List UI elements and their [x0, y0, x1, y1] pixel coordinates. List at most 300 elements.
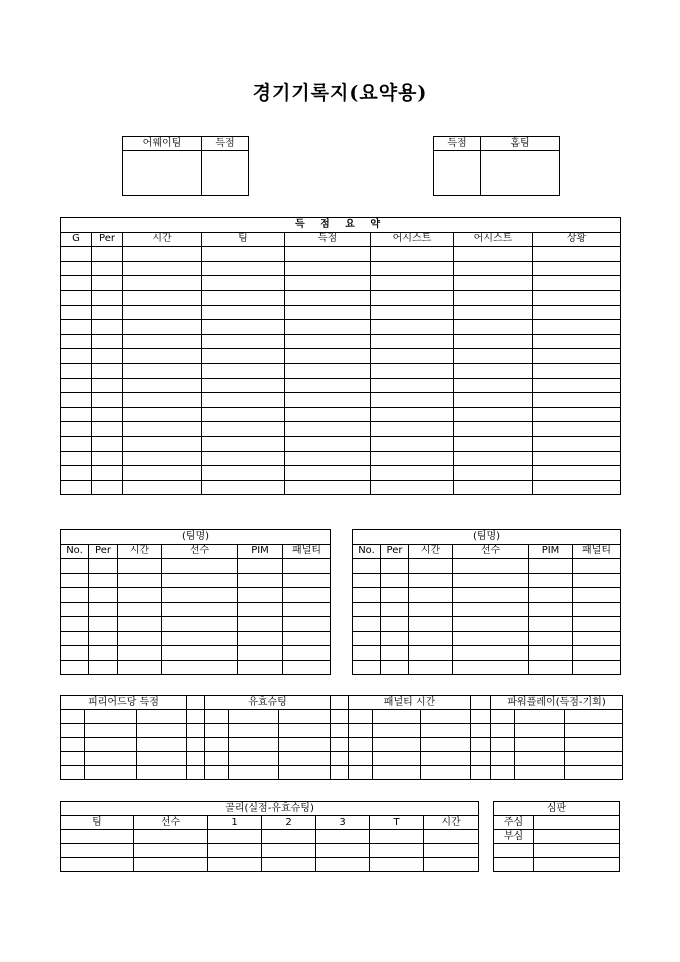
period-stats-row-cell[interactable] — [85, 752, 137, 766]
penalty-right-row-cell[interactable] — [409, 602, 453, 617]
penalty-right-row-cell[interactable] — [353, 602, 381, 617]
period-stats-row-cell[interactable] — [187, 724, 205, 738]
summary-row-cell[interactable] — [285, 247, 371, 262]
goalie-row-cell[interactable] — [208, 844, 262, 858]
period-stats-row-cell[interactable] — [515, 766, 565, 780]
penalty-right-row-cell[interactable] — [573, 631, 621, 646]
summary-row-cell[interactable] — [123, 378, 202, 393]
penalty-right-row-cell[interactable] — [381, 646, 409, 661]
summary-row-cell[interactable] — [285, 290, 371, 305]
summary-row-cell[interactable] — [371, 393, 454, 408]
penalty-left-row-cell[interactable] — [61, 588, 89, 603]
penalty-right-row-cell[interactable] — [381, 660, 409, 675]
summary-row-cell[interactable] — [61, 261, 92, 276]
summary-row-cell[interactable] — [454, 349, 533, 364]
period-stats-row-cell[interactable] — [515, 752, 565, 766]
period-stats-row-cell[interactable] — [187, 738, 205, 752]
goalie-row-cell[interactable] — [370, 844, 424, 858]
period-stats-row-cell[interactable] — [491, 738, 515, 752]
summary-row-cell[interactable] — [202, 247, 285, 262]
summary-row-cell[interactable] — [533, 480, 621, 495]
goalie-row-cell[interactable] — [134, 844, 208, 858]
goalie-row-cell[interactable] — [134, 830, 208, 844]
period-stats-row-cell[interactable] — [515, 710, 565, 724]
penalty-left-row-cell[interactable] — [61, 660, 89, 675]
goalie-row-cell[interactable] — [370, 830, 424, 844]
period-stats-row-cell[interactable] — [565, 724, 623, 738]
summary-row-cell[interactable] — [61, 422, 92, 437]
penalty-left-row-cell[interactable] — [238, 588, 283, 603]
summary-row-cell[interactable] — [533, 305, 621, 320]
penalty-right-row-cell[interactable] — [529, 660, 573, 675]
penalty-left-row-cell[interactable] — [162, 588, 238, 603]
penalty-left-row-cell[interactable] — [118, 573, 162, 588]
summary-row-cell[interactable] — [454, 334, 533, 349]
summary-row-cell[interactable] — [92, 466, 123, 481]
period-stats-row-cell[interactable] — [205, 710, 229, 724]
period-stats-row-cell[interactable] — [349, 738, 373, 752]
penalty-left-row-cell[interactable] — [61, 602, 89, 617]
period-stats-row-cell[interactable] — [85, 766, 137, 780]
period-stats-row-cell[interactable] — [279, 710, 331, 724]
summary-row-cell[interactable] — [202, 378, 285, 393]
summary-row-cell[interactable] — [202, 466, 285, 481]
penalty-left-row-cell[interactable] — [118, 660, 162, 675]
penalty-left-row-cell[interactable] — [283, 646, 331, 661]
summary-row-cell[interactable] — [454, 407, 533, 422]
period-stats-row-cell[interactable] — [471, 710, 491, 724]
summary-row-cell[interactable] — [61, 393, 92, 408]
goalie-row-cell[interactable] — [208, 830, 262, 844]
summary-row-cell[interactable] — [371, 451, 454, 466]
summary-row-cell[interactable] — [371, 466, 454, 481]
period-stats-row-cell[interactable] — [205, 752, 229, 766]
summary-row-cell[interactable] — [61, 480, 92, 495]
period-stats-row-cell[interactable] — [137, 724, 187, 738]
goalie-row-cell[interactable] — [262, 830, 316, 844]
summary-row-cell[interactable] — [61, 451, 92, 466]
summary-row-cell[interactable] — [92, 422, 123, 437]
summary-row-cell[interactable] — [533, 320, 621, 335]
penalty-left-row-cell[interactable] — [238, 631, 283, 646]
goalie-row-cell[interactable] — [316, 858, 370, 872]
penalty-right-row-cell[interactable] — [381, 602, 409, 617]
penalty-right-row-cell[interactable] — [409, 617, 453, 632]
summary-row-cell[interactable] — [61, 363, 92, 378]
penalty-right-row-cell[interactable] — [529, 559, 573, 574]
penalty-right-row-cell[interactable] — [573, 617, 621, 632]
summary-row-cell[interactable] — [371, 436, 454, 451]
period-stats-row-cell[interactable] — [331, 738, 349, 752]
penalty-right-row-cell[interactable] — [353, 646, 381, 661]
penalty-right-row-cell[interactable] — [573, 646, 621, 661]
period-stats-row-cell[interactable] — [205, 724, 229, 738]
summary-row-cell[interactable] — [202, 451, 285, 466]
goalie-row-cell[interactable] — [262, 858, 316, 872]
period-stats-row-cell[interactable] — [421, 738, 471, 752]
summary-row-cell[interactable] — [285, 378, 371, 393]
summary-row-cell[interactable] — [61, 378, 92, 393]
summary-row-cell[interactable] — [123, 334, 202, 349]
summary-row-cell[interactable] — [454, 422, 533, 437]
summary-row-cell[interactable] — [123, 349, 202, 364]
summary-row-cell[interactable] — [202, 363, 285, 378]
summary-row-cell[interactable] — [285, 422, 371, 437]
penalty-left-row-cell[interactable] — [89, 559, 118, 574]
summary-row-cell[interactable] — [202, 320, 285, 335]
penalty-left-row-cell[interactable] — [89, 617, 118, 632]
summary-row-cell[interactable] — [61, 290, 92, 305]
summary-row-cell[interactable] — [92, 480, 123, 495]
summary-row-cell[interactable] — [61, 305, 92, 320]
period-stats-row-cell[interactable] — [421, 710, 471, 724]
penalty-right-row-cell[interactable] — [353, 631, 381, 646]
penalty-left-row-cell[interactable] — [61, 559, 89, 574]
penalty-left-row-cell[interactable] — [89, 631, 118, 646]
penalty-right-row-cell[interactable] — [409, 559, 453, 574]
period-stats-row-cell[interactable] — [373, 724, 421, 738]
penalty-right-row-cell[interactable] — [381, 573, 409, 588]
period-stats-row-cell[interactable] — [85, 724, 137, 738]
summary-row-cell[interactable] — [285, 451, 371, 466]
penalty-left-row-cell[interactable] — [283, 602, 331, 617]
summary-row-cell[interactable] — [123, 247, 202, 262]
penalty-left-row-cell[interactable] — [61, 573, 89, 588]
period-stats-row-cell[interactable] — [61, 752, 85, 766]
summary-row-cell[interactable] — [202, 334, 285, 349]
period-stats-row-cell[interactable] — [61, 710, 85, 724]
period-stats-row-cell[interactable] — [137, 738, 187, 752]
penalty-right-row-cell[interactable] — [573, 559, 621, 574]
summary-row-cell[interactable] — [92, 261, 123, 276]
penalty-left-row-cell[interactable] — [118, 646, 162, 661]
summary-row-cell[interactable] — [533, 349, 621, 364]
summary-row-cell[interactable] — [454, 305, 533, 320]
summary-row-cell[interactable] — [533, 436, 621, 451]
period-stats-row-cell[interactable] — [229, 710, 279, 724]
summary-row-cell[interactable] — [123, 480, 202, 495]
period-stats-row-cell[interactable] — [61, 724, 85, 738]
summary-row-cell[interactable] — [285, 276, 371, 291]
summary-row-cell[interactable] — [92, 247, 123, 262]
summary-row-cell[interactable] — [92, 436, 123, 451]
period-stats-row-cell[interactable] — [205, 766, 229, 780]
summary-row-cell[interactable] — [533, 393, 621, 408]
goalie-row-cell[interactable] — [370, 858, 424, 872]
summary-row-cell[interactable] — [371, 320, 454, 335]
penalty-right-row-cell[interactable] — [453, 617, 529, 632]
period-stats-row-cell[interactable] — [373, 710, 421, 724]
summary-row-cell[interactable] — [123, 363, 202, 378]
goalie-row-cell[interactable] — [424, 844, 479, 858]
summary-row-cell[interactable] — [61, 334, 92, 349]
penalty-left-row-cell[interactable] — [162, 646, 238, 661]
summary-row-cell[interactable] — [454, 451, 533, 466]
summary-row-cell[interactable] — [454, 261, 533, 276]
summary-row-cell[interactable] — [285, 480, 371, 495]
penalty-left-row-cell[interactable] — [238, 559, 283, 574]
period-stats-row-cell[interactable] — [349, 724, 373, 738]
penalty-left-row-cell[interactable] — [283, 631, 331, 646]
referee-sub-cell[interactable] — [534, 830, 620, 844]
summary-row-cell[interactable] — [371, 480, 454, 495]
penalty-left-row-cell[interactable] — [118, 617, 162, 632]
summary-row-cell[interactable] — [371, 305, 454, 320]
summary-row-cell[interactable] — [285, 334, 371, 349]
period-stats-row-cell[interactable] — [421, 766, 471, 780]
period-stats-row-cell[interactable] — [331, 724, 349, 738]
home-team-cell[interactable] — [481, 151, 560, 196]
summary-row-cell[interactable] — [123, 305, 202, 320]
period-stats-row-cell[interactable] — [279, 766, 331, 780]
summary-row-cell[interactable] — [92, 378, 123, 393]
period-stats-row-cell[interactable] — [279, 724, 331, 738]
summary-row-cell[interactable] — [285, 320, 371, 335]
period-stats-row-cell[interactable] — [373, 752, 421, 766]
period-stats-row-cell[interactable] — [349, 710, 373, 724]
summary-row-cell[interactable] — [92, 363, 123, 378]
summary-row-cell[interactable] — [92, 334, 123, 349]
summary-row-cell[interactable] — [202, 305, 285, 320]
summary-row-cell[interactable] — [533, 466, 621, 481]
summary-row-cell[interactable] — [202, 349, 285, 364]
penalty-left-row-cell[interactable] — [89, 573, 118, 588]
summary-row-cell[interactable] — [285, 349, 371, 364]
period-stats-row-cell[interactable] — [471, 724, 491, 738]
penalty-left-row-cell[interactable] — [162, 573, 238, 588]
penalty-left-row-cell[interactable] — [162, 631, 238, 646]
summary-row-cell[interactable] — [454, 363, 533, 378]
period-stats-row-cell[interactable] — [137, 710, 187, 724]
goalie-row-cell[interactable] — [208, 858, 262, 872]
penalty-right-row-cell[interactable] — [529, 617, 573, 632]
summary-row-cell[interactable] — [202, 407, 285, 422]
summary-row-cell[interactable] — [123, 451, 202, 466]
period-stats-row-cell[interactable] — [491, 724, 515, 738]
penalty-left-row-cell[interactable] — [61, 617, 89, 632]
summary-row-cell[interactable] — [123, 407, 202, 422]
summary-row-cell[interactable] — [533, 276, 621, 291]
penalty-left-row-cell[interactable] — [162, 559, 238, 574]
summary-row-cell[interactable] — [454, 466, 533, 481]
penalty-right-row-cell[interactable] — [381, 559, 409, 574]
goalie-row-cell[interactable] — [262, 844, 316, 858]
summary-row-cell[interactable] — [285, 407, 371, 422]
summary-row-cell[interactable] — [533, 378, 621, 393]
summary-row-cell[interactable] — [285, 261, 371, 276]
summary-row-cell[interactable] — [454, 436, 533, 451]
penalty-left-row-cell[interactable] — [61, 646, 89, 661]
penalty-right-row-cell[interactable] — [573, 602, 621, 617]
penalty-right-row-cell[interactable] — [353, 559, 381, 574]
goalie-row-cell[interactable] — [134, 858, 208, 872]
period-stats-row-cell[interactable] — [331, 766, 349, 780]
penalty-right-row-cell[interactable] — [529, 588, 573, 603]
period-stats-row-cell[interactable] — [421, 752, 471, 766]
summary-row-cell[interactable] — [92, 290, 123, 305]
summary-row-cell[interactable] — [92, 349, 123, 364]
penalty-left-row-cell[interactable] — [61, 631, 89, 646]
summary-row-cell[interactable] — [285, 305, 371, 320]
penalty-right-row-cell[interactable] — [353, 588, 381, 603]
period-stats-row-cell[interactable] — [61, 766, 85, 780]
period-stats-row-cell[interactable] — [85, 738, 137, 752]
summary-row-cell[interactable] — [371, 276, 454, 291]
penalty-right-row-cell[interactable] — [409, 588, 453, 603]
summary-row-cell[interactable] — [533, 451, 621, 466]
penalty-left-row-cell[interactable] — [238, 602, 283, 617]
summary-row-cell[interactable] — [454, 378, 533, 393]
summary-row-cell[interactable] — [533, 422, 621, 437]
summary-row-cell[interactable] — [533, 407, 621, 422]
summary-row-cell[interactable] — [454, 290, 533, 305]
summary-row-cell[interactable] — [371, 247, 454, 262]
period-stats-row-cell[interactable] — [229, 724, 279, 738]
penalty-left-row-cell[interactable] — [283, 573, 331, 588]
summary-row-cell[interactable] — [123, 261, 202, 276]
referee-extra-cell[interactable] — [534, 858, 620, 872]
penalty-left-row-cell[interactable] — [283, 660, 331, 675]
period-stats-row-cell[interactable] — [229, 738, 279, 752]
summary-row-cell[interactable] — [202, 422, 285, 437]
penalty-left-row-cell[interactable] — [162, 602, 238, 617]
penalty-right-row-cell[interactable] — [353, 660, 381, 675]
summary-row-cell[interactable] — [61, 407, 92, 422]
summary-row-cell[interactable] — [92, 407, 123, 422]
summary-row-cell[interactable] — [123, 290, 202, 305]
summary-row-cell[interactable] — [454, 393, 533, 408]
period-stats-row-cell[interactable] — [471, 752, 491, 766]
period-stats-row-cell[interactable] — [229, 766, 279, 780]
penalty-left-row-cell[interactable] — [89, 660, 118, 675]
referee-main-cell[interactable] — [534, 816, 620, 830]
summary-row-cell[interactable] — [202, 276, 285, 291]
summary-row-cell[interactable] — [92, 276, 123, 291]
penalty-right-row-cell[interactable] — [453, 588, 529, 603]
summary-row-cell[interactable] — [454, 247, 533, 262]
away-team-cell[interactable] — [123, 151, 202, 196]
summary-row-cell[interactable] — [285, 393, 371, 408]
penalty-right-row-cell[interactable] — [409, 646, 453, 661]
penalty-right-row-cell[interactable] — [529, 573, 573, 588]
period-stats-row-cell[interactable] — [491, 752, 515, 766]
summary-row-cell[interactable] — [92, 393, 123, 408]
penalty-right-row-cell[interactable] — [573, 660, 621, 675]
summary-row-cell[interactable] — [202, 436, 285, 451]
summary-row-cell[interactable] — [61, 349, 92, 364]
summary-row-cell[interactable] — [533, 363, 621, 378]
penalty-right-row-cell[interactable] — [381, 588, 409, 603]
summary-row-cell[interactable] — [371, 349, 454, 364]
summary-row-cell[interactable] — [371, 290, 454, 305]
penalty-left-row-cell[interactable] — [238, 660, 283, 675]
period-stats-row-cell[interactable] — [491, 766, 515, 780]
penalty-right-row-cell[interactable] — [573, 588, 621, 603]
period-stats-row-cell[interactable] — [187, 710, 205, 724]
penalty-right-row-cell[interactable] — [409, 573, 453, 588]
penalty-left-row-cell[interactable] — [118, 588, 162, 603]
summary-row-cell[interactable] — [371, 363, 454, 378]
penalty-left-row-cell[interactable] — [238, 646, 283, 661]
goalie-row-cell[interactable] — [316, 844, 370, 858]
period-stats-row-cell[interactable] — [515, 738, 565, 752]
period-stats-row-cell[interactable] — [205, 738, 229, 752]
away-score-cell[interactable] — [202, 151, 249, 196]
summary-row-cell[interactable] — [61, 436, 92, 451]
penalty-right-row-cell[interactable] — [453, 559, 529, 574]
summary-row-cell[interactable] — [202, 290, 285, 305]
period-stats-row-cell[interactable] — [565, 766, 623, 780]
period-stats-row-cell[interactable] — [471, 766, 491, 780]
penalty-right-row-cell[interactable] — [529, 646, 573, 661]
summary-row-cell[interactable] — [123, 393, 202, 408]
goalie-row-cell[interactable] — [61, 830, 134, 844]
period-stats-row-cell[interactable] — [331, 710, 349, 724]
period-stats-row-cell[interactable] — [279, 738, 331, 752]
summary-row-cell[interactable] — [285, 436, 371, 451]
penalty-right-row-cell[interactable] — [573, 573, 621, 588]
period-stats-row-cell[interactable] — [373, 766, 421, 780]
referee-extra-cell[interactable] — [494, 858, 534, 872]
period-stats-row-cell[interactable] — [85, 710, 137, 724]
summary-row-cell[interactable] — [202, 261, 285, 276]
penalty-right-row-cell[interactable] — [453, 660, 529, 675]
penalty-left-row-cell[interactable] — [118, 602, 162, 617]
goalie-row-cell[interactable] — [61, 858, 134, 872]
referee-extra-cell[interactable] — [534, 844, 620, 858]
period-stats-row-cell[interactable] — [187, 752, 205, 766]
summary-row-cell[interactable] — [533, 290, 621, 305]
penalty-right-row-cell[interactable] — [353, 573, 381, 588]
period-stats-row-cell[interactable] — [229, 752, 279, 766]
penalty-right-row-cell[interactable] — [453, 602, 529, 617]
summary-row-cell[interactable] — [202, 480, 285, 495]
summary-row-cell[interactable] — [533, 334, 621, 349]
summary-row-cell[interactable] — [61, 320, 92, 335]
goalie-row-cell[interactable] — [61, 844, 134, 858]
period-stats-row-cell[interactable] — [331, 752, 349, 766]
summary-row-cell[interactable] — [371, 422, 454, 437]
summary-row-cell[interactable] — [61, 247, 92, 262]
summary-row-cell[interactable] — [454, 480, 533, 495]
period-stats-row-cell[interactable] — [565, 752, 623, 766]
summary-row-cell[interactable] — [533, 247, 621, 262]
penalty-right-row-cell[interactable] — [409, 660, 453, 675]
period-stats-row-cell[interactable] — [421, 724, 471, 738]
summary-row-cell[interactable] — [371, 261, 454, 276]
period-stats-row-cell[interactable] — [491, 710, 515, 724]
referee-extra-cell[interactable] — [494, 844, 534, 858]
penalty-left-row-cell[interactable] — [118, 631, 162, 646]
penalty-right-row-cell[interactable] — [529, 631, 573, 646]
period-stats-row-cell[interactable] — [137, 766, 187, 780]
period-stats-row-cell[interactable] — [279, 752, 331, 766]
summary-row-cell[interactable] — [92, 451, 123, 466]
penalty-left-row-cell[interactable] — [89, 646, 118, 661]
period-stats-row-cell[interactable] — [137, 752, 187, 766]
summary-row-cell[interactable] — [202, 393, 285, 408]
summary-row-cell[interactable] — [285, 363, 371, 378]
summary-row-cell[interactable] — [123, 320, 202, 335]
penalty-left-row-cell[interactable] — [162, 660, 238, 675]
penalty-right-row-cell[interactable] — [453, 646, 529, 661]
period-stats-row-cell[interactable] — [565, 738, 623, 752]
goalie-row-cell[interactable] — [424, 858, 479, 872]
summary-row-cell[interactable] — [92, 305, 123, 320]
penalty-right-row-cell[interactable] — [381, 617, 409, 632]
penalty-left-row-cell[interactable] — [283, 617, 331, 632]
penalty-left-row-cell[interactable] — [283, 588, 331, 603]
